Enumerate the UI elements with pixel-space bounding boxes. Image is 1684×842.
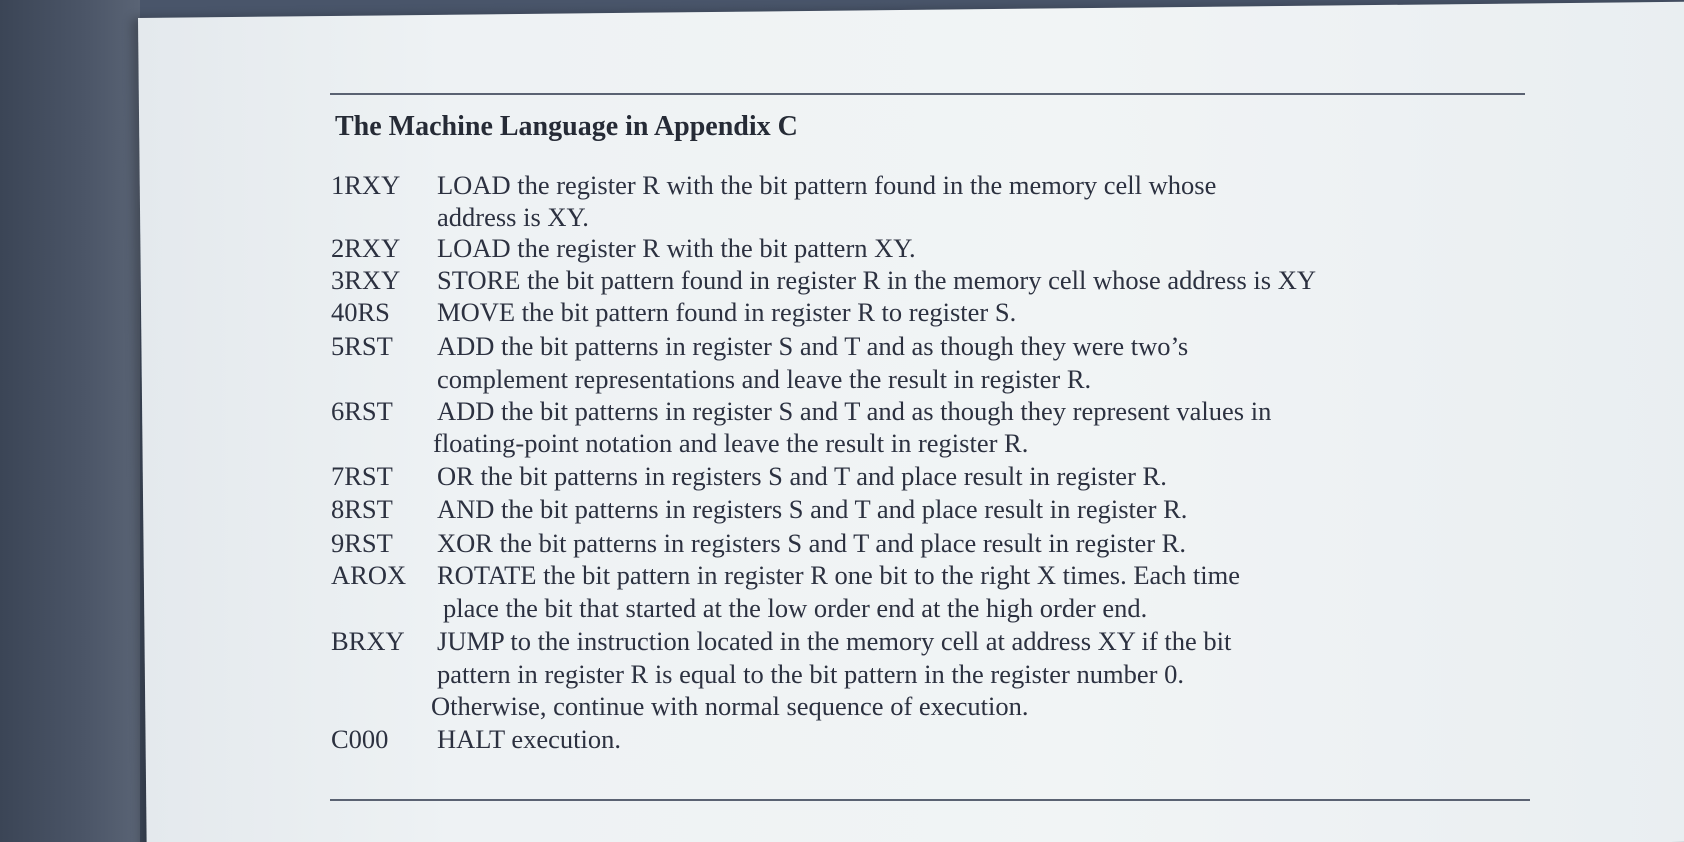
- top-rule: [330, 93, 1525, 95]
- opcode: 3RXY: [331, 265, 401, 295]
- opcode: C000: [331, 724, 389, 754]
- instruction-row: [331, 395, 1271, 427]
- instruction-text: JUMP to the instruction located in the memory cell at address XY if the bit: [437, 626, 1232, 656]
- instruction-row: [331, 493, 1187, 525]
- instruction-text: XOR the bit patterns in registers S and T and place result in register R.: [437, 528, 1186, 558]
- opcode: 2RXY: [331, 233, 401, 263]
- instruction-text: AND the bit patterns in registers S and T and place result in register R.: [437, 494, 1188, 524]
- instruction-text: ROTATE the bit pattern in register R one bit to the right X times. Each time: [437, 560, 1241, 590]
- instruction-row: [331, 330, 1188, 362]
- instruction-text: LOAD the register R with the bit pattern found in the memory cell whose: [437, 170, 1217, 200]
- opcode: 1RXY: [331, 170, 401, 200]
- opcode: 8RST: [331, 494, 393, 524]
- instruction-text-continued: address is XY.: [437, 202, 589, 232]
- instruction-text: STORE the bit pattern found in register R in the memory cell whose address is XY: [437, 265, 1317, 295]
- instruction-row: [331, 527, 1186, 559]
- instruction-text-continued: floating-point notation and leave the result in register R.: [433, 428, 1029, 458]
- bottom-rule: [330, 799, 1530, 801]
- instruction-row: [331, 723, 621, 755]
- opcode: 9RST: [331, 528, 393, 558]
- instruction-text: HALT execution.: [437, 724, 621, 754]
- instruction-text: ADD the bit patterns in register S and T and as though they represent values in: [437, 396, 1272, 426]
- instruction-row: [331, 296, 1016, 328]
- opcode: 5RST: [331, 331, 393, 361]
- instruction-row: [331, 559, 1240, 591]
- instruction-text-continued: complement representations and leave the result in register R.: [437, 364, 1092, 394]
- opcode: BRXY: [331, 626, 405, 656]
- opcode: 7RST: [331, 461, 393, 491]
- opcode: AROX: [331, 560, 407, 590]
- instruction-text: OR the bit patterns in registers S and T and place result in register R.: [437, 461, 1167, 491]
- page-title: The Machine Language in Appendix C: [335, 111, 798, 142]
- instruction-row: [331, 460, 1167, 492]
- instruction-text-continued: pattern in register R is equal to the bit pattern in the register number 0.: [437, 659, 1184, 689]
- opcode: 6RST: [331, 396, 393, 426]
- instruction-text-continued: place the bit that started at the low order end at the high order end.: [443, 593, 1148, 623]
- instruction-text-continued: Otherwise, continue with normal sequence of execution.: [431, 691, 1029, 721]
- instruction-row: [331, 264, 1316, 296]
- opcode: 40RS: [331, 297, 390, 327]
- instruction-row: [331, 625, 1231, 657]
- instruction-row: [331, 169, 1216, 201]
- instruction-text: ADD the bit patterns in register S and T and as though they were two’s: [437, 331, 1189, 361]
- background-edge: [0, 0, 140, 842]
- instruction-row: [331, 232, 916, 264]
- instruction-text: LOAD the register R with the bit pattern XY.: [437, 233, 916, 263]
- instruction-text: MOVE the bit pattern found in register R to register S.: [437, 297, 1017, 327]
